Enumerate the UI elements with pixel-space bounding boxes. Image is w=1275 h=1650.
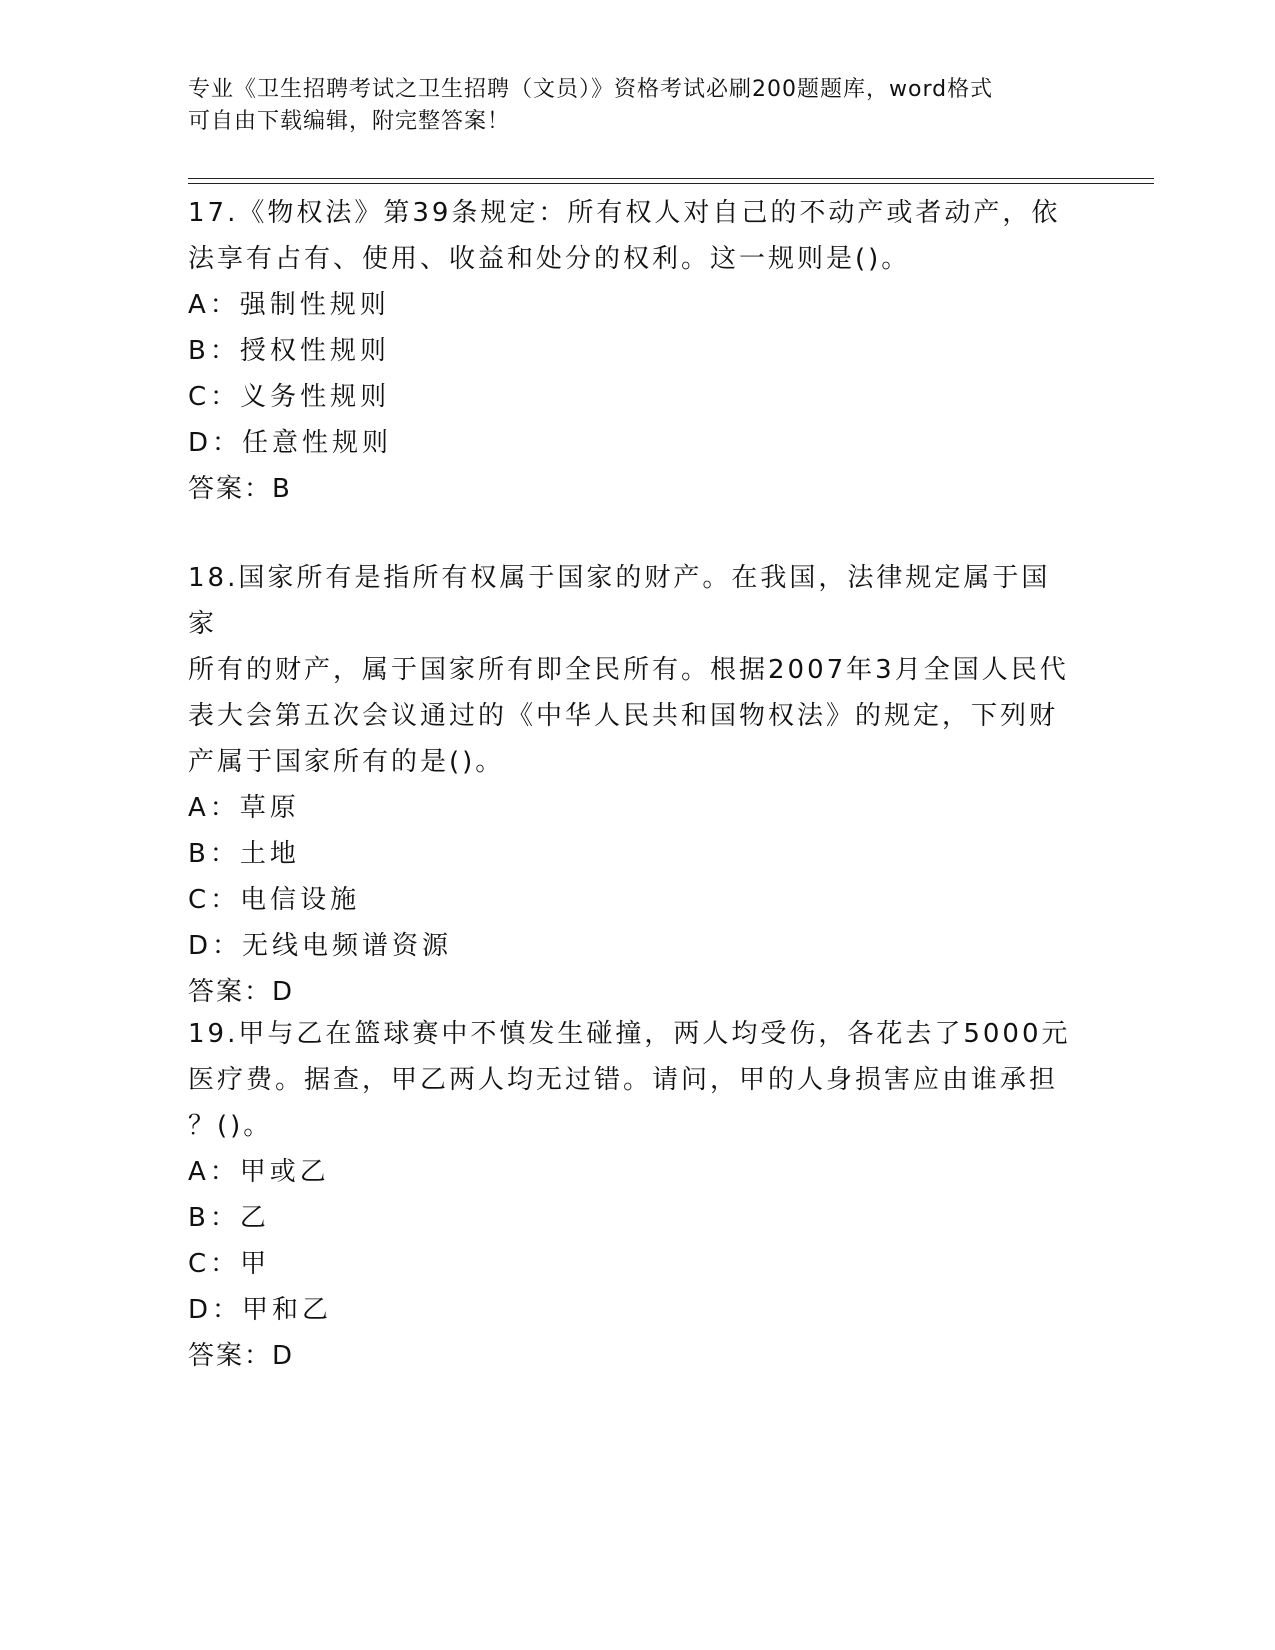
- option-b: B：乙: [188, 1203, 270, 1233]
- question-stem-line: 所有的财产，属于国家所有即全民所有。根据2007年3月全国人民代: [188, 655, 1069, 685]
- option-d: D：任意性规则: [188, 428, 393, 458]
- option-a: A：草原: [188, 793, 300, 823]
- option-b: B：授权性规则: [188, 336, 390, 366]
- answer-line: 答案：B: [188, 474, 292, 504]
- header-line-1: 专业《卫生招聘考试之卫生招聘（文员）》资格考试必刷200题题库，word格式: [188, 77, 994, 102]
- question-stem-line: 产属于国家所有的是()。: [188, 747, 505, 777]
- question-stem-line: 18.国家所有是指所有权属于国家的财产。在我国，法律规定属于国家: [188, 563, 1051, 639]
- question-stem-line: ？()。: [188, 1111, 273, 1141]
- question-19: [188, 1011, 1078, 1379]
- document-header: [188, 74, 1088, 138]
- question-stem-line: 医疗费。据查，甲乙两人均无过错。请问，甲的人身损害应由谁承担: [188, 1065, 1059, 1095]
- header-divider-bottom: [188, 183, 1154, 184]
- option-b: B：土地: [188, 839, 300, 869]
- option-c: C：电信设施: [188, 885, 361, 915]
- header-divider-top: [188, 178, 1154, 179]
- option-c: C：甲: [188, 1249, 271, 1279]
- question-17: [188, 190, 1078, 512]
- answer-line: 答案：D: [188, 977, 295, 1007]
- question-stem-line: 17.《物权法》第39条规定：所有权人对自己的不动产或者动产，依: [188, 198, 1061, 228]
- header-line-2: 可自由下载编辑，附完整答案！: [188, 109, 511, 134]
- question-18: [188, 555, 1078, 1015]
- option-d: D：甲和乙: [188, 1295, 333, 1325]
- answer-line: 答案：D: [188, 1341, 295, 1371]
- question-stem-line: 表大会第五次会议通过的《中华人民共和国物权法》的规定，下列财: [188, 701, 1059, 731]
- option-a: A：甲或乙: [188, 1157, 330, 1187]
- question-stem-line: 法享有占有、使用、收益和处分的权利。这一规则是()。: [188, 244, 911, 274]
- option-a: A：强制性规则: [188, 290, 390, 320]
- question-stem-line: 19.甲与乙在篮球赛中不慎发生碰撞，两人均受伤，各花去了5000元: [188, 1019, 1071, 1049]
- option-d: D：无线电频谱资源: [188, 931, 453, 961]
- option-c: C：义务性规则: [188, 382, 391, 412]
